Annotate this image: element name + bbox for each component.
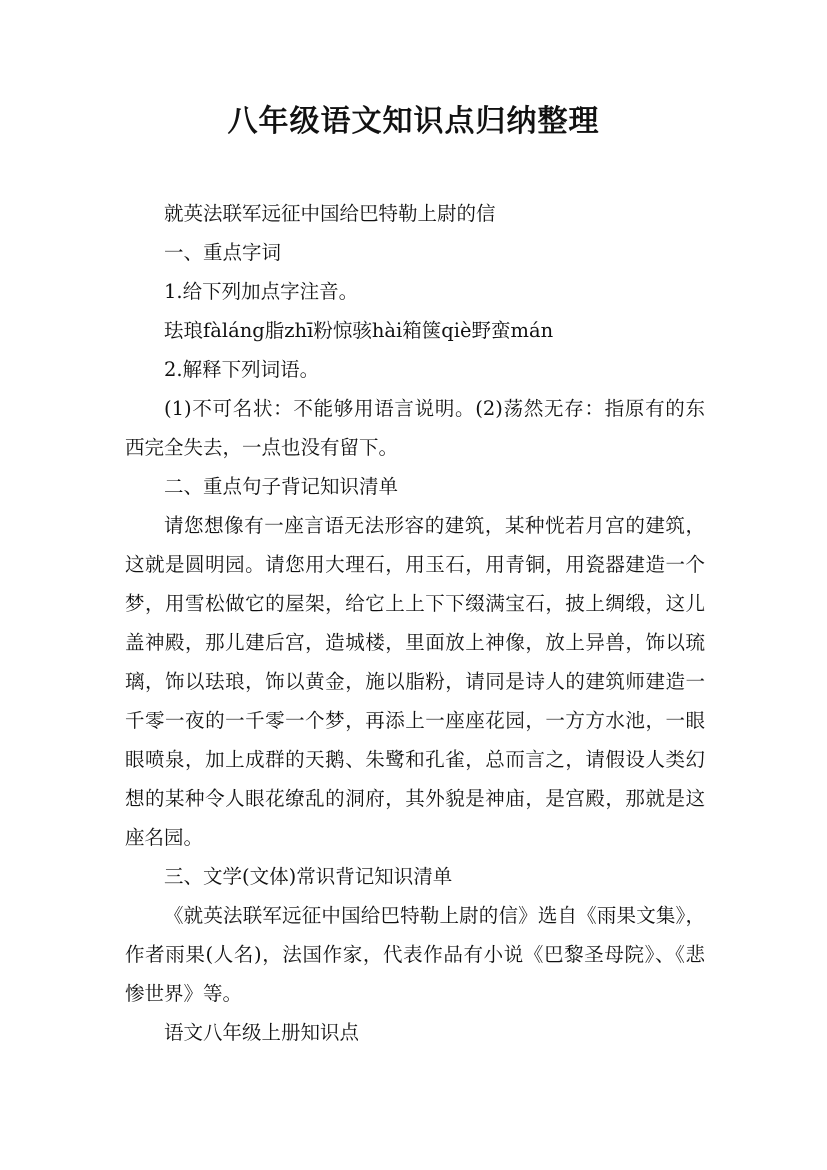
paragraph-vocab-definitions: (1)不可名状：不能够用语言说明。(2)荡然无存：指原有的东西完全失去，一点也没有留下。 xyxy=(125,397,705,459)
paragraph-pinyin-task: 1.给下列加点字注音。 xyxy=(164,280,359,303)
paragraph-section-two-heading: 二、重点句子背记知识清单 xyxy=(164,475,399,498)
paragraph-pinyin-list: 珐琅fàláng脂zhī粉惊骇hài箱箧qiè野蛮mán xyxy=(164,319,554,342)
paragraph-key-passage: 请您想像有一座言语无法形容的建筑，某种恍若月宫的建筑，这就是圆明园。请您用大理石，用玉石，用青铜，用瓷器建造一个梦，用雪松做它的屋架，给它上上下下缀满宝石，披上绸缎，这儿盖神殿，那儿建后宫，造城楼，里面放上神像，放上异兽，饰以琉璃，饰以珐琅，饰以黄金，施以脂粉，请同是诗人的建筑师建造一千零一夜的一千零一个梦，再添上一座座花园，一方方水池，一眼眼喷泉，加上成群的天鹅、朱鹭和孔雀，总而言之，请假设人类幻想的某种令人眼花缭乱的洞府，其外貌是神庙，是宫殿，那就是这座名园。 xyxy=(125,514,705,849)
paragraph-closing-heading: 语文八年级上册知识点 xyxy=(164,1021,360,1044)
paragraph-literature-note: 《就英法联军远征中国给巴特勒上尉的信》选自《雨果文集》，作者雨果(人名)，法国作家，代表作品有小说《巴黎圣母院》、《悲惨世界》等。 xyxy=(125,904,705,1005)
paragraph-section-one-heading: 一、重点字词 xyxy=(164,241,282,264)
paragraph-letter-heading: 就英法联军远征中国给巴特勒上尉的信 xyxy=(164,202,496,225)
paragraph-vocab-task: 2.解释下列词语。 xyxy=(164,358,320,381)
paragraph-section-three-heading: 三、文学(文体)常识背记知识清单 xyxy=(164,865,453,888)
document-title: 八年级语文知识点归纳整理 xyxy=(227,104,600,139)
document-body xyxy=(125,194,705,1052)
